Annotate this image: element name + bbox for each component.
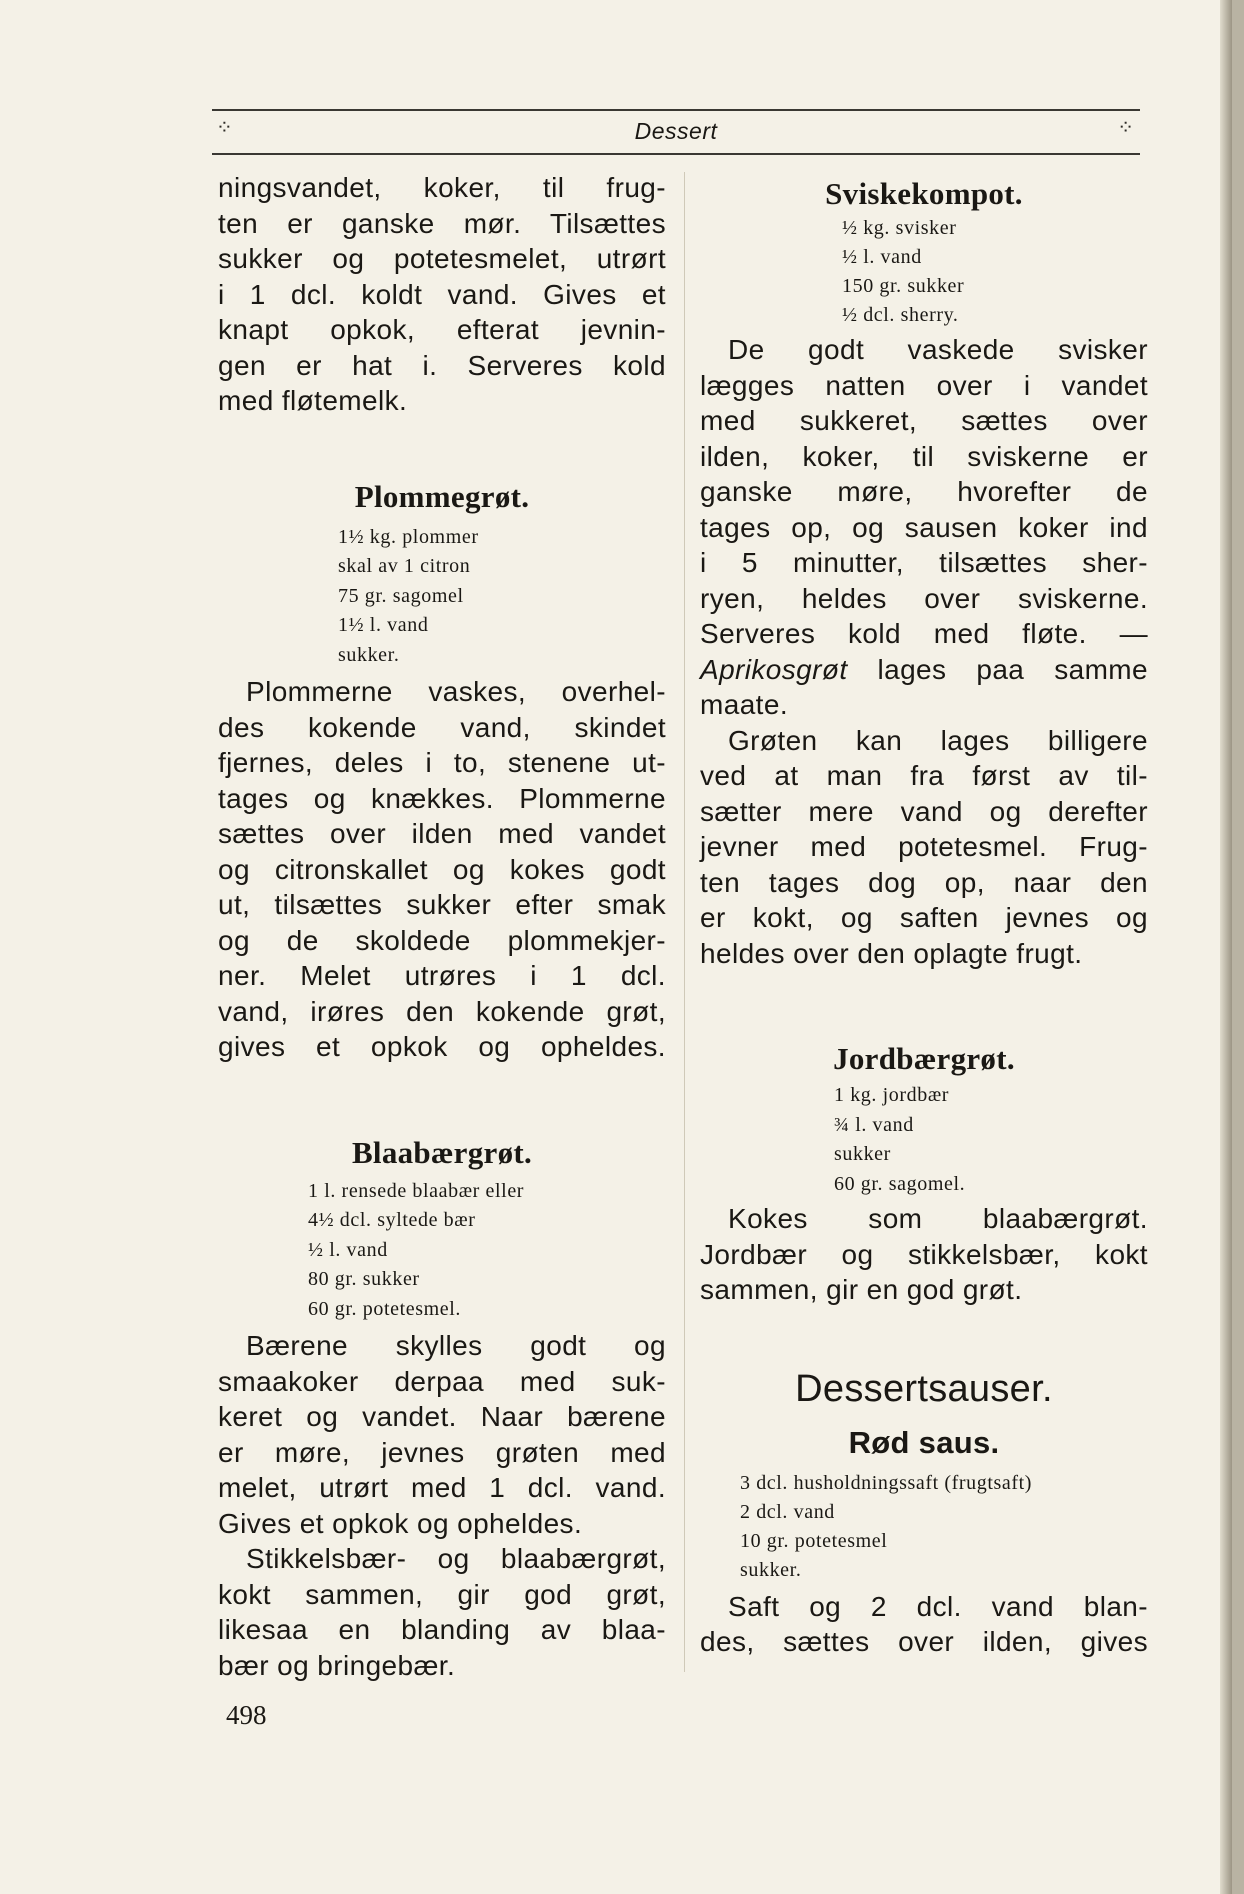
text-line: Plommerne vaskes, overhel- <box>246 676 666 707</box>
text-line: ganske møre, hvorefter de <box>700 476 1148 507</box>
ingredient: ½ dcl. sherry. <box>842 304 959 326</box>
ingredient: 1 kg. jordbær <box>834 1084 950 1106</box>
text-line: gives et opkok og opheldes. <box>218 1031 666 1062</box>
section-title-dessertsauser: Dessertsauser. <box>795 1367 1053 1410</box>
text-line: sættes over ilden med vandet <box>218 818 666 849</box>
recipe-text-rod-saus <box>700 1589 1148 1660</box>
ornament-right-icon: ⁘ <box>1117 117 1134 139</box>
text-line: Jordbær og stikkelsbær, kokt <box>700 1238 1148 1270</box>
ingredient: 1½ l. vand <box>338 614 429 636</box>
ingredient: 80 gr. sukker <box>308 1268 420 1290</box>
text-line: ten er ganske mør. Tilsættes <box>218 207 666 239</box>
recipe-text-blaabaergrot-2 <box>218 1541 666 1683</box>
text-line: ten tages dog op, naar den <box>700 866 1148 898</box>
text-line: med fløtemelk. <box>218 385 408 416</box>
page-edge <box>1220 0 1232 1894</box>
ingredient: ½ kg. svisker <box>842 217 957 239</box>
recipe-text-jordbaergrot <box>700 1201 1148 1308</box>
ingredient: 75 gr. sagomel <box>338 584 464 607</box>
ingredient: 2 dcl. vand <box>740 1500 835 1523</box>
header-title: Dessert <box>634 118 718 144</box>
text-line: sukker og potetesmelet, utrørt <box>218 243 666 274</box>
text-line: ner. Melet utrøres i 1 dcl. <box>218 960 666 991</box>
ingredient: 4½ dcl. syltede bær <box>308 1209 476 1231</box>
text-line: keret og vandet. Naar bærene <box>218 1401 666 1432</box>
ingredient-list-rod-saus <box>740 1469 1148 1585</box>
text-line: i 1 dcl. koldt vand. Gives et <box>218 278 666 310</box>
text-line: De godt vaskede svisker <box>728 334 1148 365</box>
ingredient: skal av 1 citron <box>338 555 471 577</box>
ingredient: ¾ l. vand <box>834 1113 914 1136</box>
text-line: og de skoldede plommekjer- <box>218 924 666 956</box>
ingredient: 3 dcl. husholdningssaft (frugtsaft) <box>740 1471 1033 1494</box>
text-line: sammen, gir en god grøt. <box>700 1274 1023 1305</box>
text-line: i 5 minutter, tilsættes sher- <box>700 547 1148 578</box>
text-line: Serveres kold med fløte. — <box>700 618 1148 649</box>
text-line: tages op, og sausen koker ind <box>700 511 1148 543</box>
recipe-title-jordbaergrot: Jordbærgrøt. <box>833 1041 1015 1076</box>
text-line: maate. <box>700 689 788 720</box>
text-line: Grøten kan lages billigere <box>728 724 1148 756</box>
text-line: melet, utrørt med 1 dcl. vand. <box>218 1472 666 1503</box>
ingredient: sukker. <box>338 643 400 666</box>
ingredient: ½ l. vand <box>842 246 922 268</box>
ingredient-list-sviskekompot <box>842 214 1148 330</box>
text-line: likesaa en blanding av blaa- <box>218 1614 666 1645</box>
text-line: bær og bringebær. <box>218 1649 456 1681</box>
intro-paragraph <box>218 170 666 419</box>
recipe-text-sviskekompot-2 <box>700 723 1148 972</box>
text-line: ilden, koker, til sviskerne er <box>700 440 1148 472</box>
text-line: des, sættes over ilden, gives <box>700 1626 1148 1657</box>
text-line: ut, tilsættes sukker efter smak <box>218 889 666 920</box>
running-header <box>212 109 1140 155</box>
page-number: 498 <box>226 1700 267 1730</box>
text-line: kokt sammen, gir god grøt, <box>218 1578 666 1610</box>
text-line: Kokes som blaabærgrøt. <box>728 1203 1148 1234</box>
ingredient-list-plommegrot <box>338 523 666 671</box>
recipe-title-sviskekompot: Sviskekompot. <box>825 176 1023 211</box>
ingredient: 10 gr. potetesmel <box>740 1529 888 1552</box>
ingredient: 60 gr. potetesmel. <box>308 1297 461 1320</box>
ingredient-list-jordbaergrot <box>834 1081 1148 1199</box>
recipe-text-sviskekompot <box>700 332 1148 723</box>
text-line: sætter mere vand og derefter <box>700 795 1148 827</box>
text-line: smaakoker derpaa med suk- <box>218 1365 666 1397</box>
text-line: er møre, jevnes grøten med <box>218 1436 666 1468</box>
text-line: heldes over den oplagte frugt. <box>700 937 1083 969</box>
text-line: fjernes, deles i to, stenene ut- <box>218 747 666 778</box>
right-column <box>700 170 1148 1660</box>
text-line: Gives et opkok og opheldes. <box>218 1507 583 1539</box>
text-line: vand, irøres den kokende grøt, <box>218 995 666 1027</box>
ingredient: sukker. <box>740 1558 802 1581</box>
text-line <box>700 652 1148 688</box>
left-column <box>218 170 666 1683</box>
text-line: med sukkeret, sættes over <box>700 405 1148 436</box>
ornament-left-icon: ⁘ <box>216 117 233 139</box>
text-line: og citronskallet og kokes godt <box>218 853 666 885</box>
text-line: gen er hat i. Serveres kold <box>218 349 666 381</box>
recipe-title-blaabaergrot: Blaabærgrøt. <box>351 1134 533 1170</box>
recipe-title-rod-saus: Rød saus. <box>848 1424 1000 1460</box>
ingredient: sukker <box>834 1143 891 1165</box>
text-line: Stikkelsbær- og blaabærgrøt, <box>246 1543 666 1574</box>
recipe-text-plommegrot <box>218 674 666 1065</box>
text-line: tages og knækkes. Plommerne <box>218 782 666 814</box>
column-divider <box>684 172 685 1672</box>
text-line: knapt opkok, efterat jevnin- <box>218 314 666 345</box>
ingredient: 150 gr. sukker <box>842 275 965 297</box>
recipe-title-plommegrot: Plommegrøt. <box>354 478 530 514</box>
aprikosgrot-italic: Aprikosgrøt <box>700 653 848 685</box>
text-line: ningsvandet, koker, til frug- <box>218 172 666 203</box>
ingredient-list-blaabaergrot <box>308 1177 666 1325</box>
text-line: Bærene skylles godt og <box>246 1330 666 1361</box>
ingredient: 60 gr. sagomel. <box>834 1172 966 1195</box>
recipe-text-blaabaergrot <box>218 1328 666 1541</box>
text-line: lægges natten over i vandet <box>700 369 1148 401</box>
text-line: Saft og 2 dcl. vand blan- <box>728 1590 1148 1622</box>
text-line: ryen, heldes over sviskerne. <box>700 582 1148 614</box>
text-line: des kokende vand, skindet <box>218 711 666 743</box>
ingredient: ½ l. vand <box>308 1238 388 1261</box>
text-line: ved at man fra først av til- <box>700 760 1148 791</box>
text-line: jevner med potetesmel. Frug- <box>700 831 1148 862</box>
text-line: er kokt, og saften jevnes og <box>700 902 1148 933</box>
ingredient: 1 l. rensede blaabær eller <box>308 1179 525 1202</box>
text-fragment: lages paa samme <box>847 653 1148 685</box>
ingredient: 1½ kg. plommer <box>338 525 479 548</box>
